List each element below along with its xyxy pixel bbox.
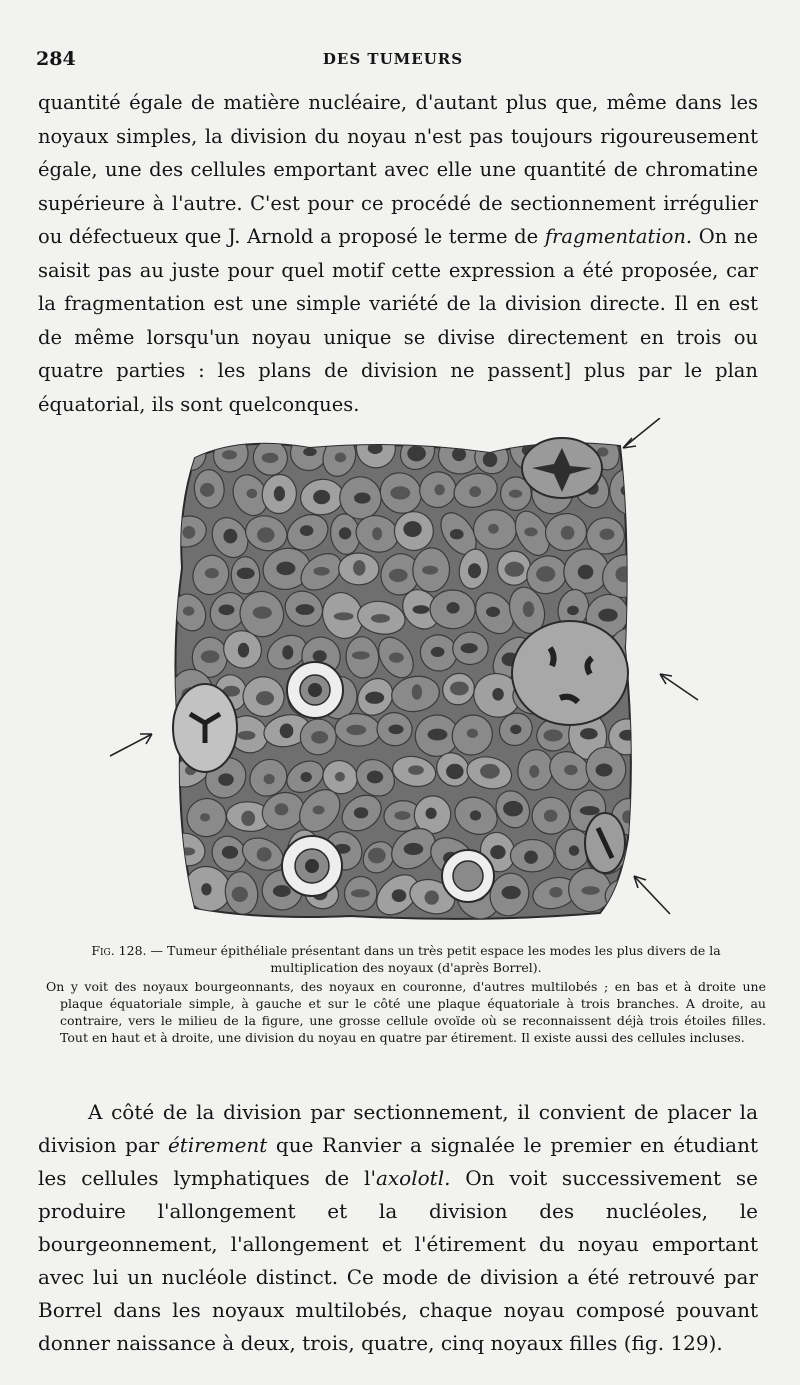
cell-nucleus — [282, 645, 293, 659]
cell-nucleus — [353, 560, 365, 576]
cell-nucleus — [425, 890, 439, 904]
cell-nucleus — [389, 653, 404, 663]
cell-nucleus — [200, 483, 215, 497]
paragraph-1-text-a: quantité égale de matière nucléaire, d'autant plus que, même dans les noyaux simples, la division du noyau n'est pas toujours rigoureusement égale, une des cellules emportant avec elle une quantité de chromatine supérieure à l'autre. C'est pour ce procédé de sectionnement irrégulier ou défectueux que J. Arnold a proposé le terme de — [38, 91, 758, 248]
cell-nucleus — [543, 730, 562, 742]
cell-nucleus — [486, 607, 500, 617]
cell-nucleus — [564, 765, 577, 775]
cell-nucleus — [368, 848, 386, 864]
cell-nucleus — [339, 527, 351, 539]
cell-nucleus — [246, 489, 257, 498]
figure-caption — [46, 942, 766, 1046]
cell-nucleus — [596, 763, 613, 776]
cell-nucleus — [275, 803, 289, 815]
arrow-left — [110, 734, 152, 756]
paragraph-2 — [38, 1096, 758, 1360]
cell-nucleus — [201, 883, 211, 895]
cell-nucleus — [567, 606, 579, 615]
caption-title-text: — Tumeur épithéliale présentant dans un très petit espace les modes les plus divers de la multiplication des noyaux (d'après Borrel). — [146, 943, 721, 975]
running-title: DES TUMEURS — [322, 50, 464, 68]
term-etirement: étirement — [167, 1133, 268, 1157]
cell-nucleus — [300, 772, 311, 782]
cell-nucleus — [201, 650, 220, 663]
cell-nucleus — [276, 562, 295, 576]
cell-nucleus — [218, 773, 233, 785]
included-cell-bottom-left — [282, 836, 342, 896]
cell-nucleus — [447, 602, 460, 613]
cell-nucleus — [488, 524, 499, 534]
figure-128-illustration — [100, 418, 720, 930]
cell-nucleus — [335, 772, 345, 782]
cell-nucleus — [335, 453, 346, 463]
cell-nucleus — [434, 484, 444, 495]
quadruple-division-cell — [522, 438, 602, 498]
term-fragmentation: fragmentation. — [544, 225, 693, 248]
arrow-top-right — [623, 418, 660, 448]
cell-nucleus — [390, 486, 410, 499]
cell-nucleus — [253, 606, 272, 618]
cell-nucleus — [354, 807, 368, 818]
cell-nucleus — [599, 529, 614, 540]
term-axolotl: axolotl. — [375, 1166, 451, 1190]
cell-nucleus — [183, 526, 196, 539]
cell-nucleus — [313, 490, 330, 504]
cell-nucleus — [237, 568, 255, 579]
cell-nucleus — [408, 765, 424, 774]
cell-nucleus — [334, 612, 354, 620]
cell-nucleus — [580, 728, 598, 739]
cell-nucleus — [561, 526, 575, 540]
cell-nucleus — [446, 764, 463, 779]
cell-nucleus — [544, 810, 558, 822]
cell-nucleus — [222, 450, 237, 459]
cell-nucleus — [490, 845, 505, 859]
cell-nucleus — [232, 887, 248, 902]
cell-nucleus — [480, 764, 500, 779]
cell-nucleus — [509, 490, 522, 498]
cell-nucleus — [183, 606, 194, 615]
cell-nucleus — [296, 604, 315, 615]
cell-nucleus — [303, 448, 317, 457]
cell-nucleus — [313, 650, 327, 662]
cell-nucleus — [313, 567, 329, 576]
cell-nucleus — [450, 681, 469, 695]
cell-nucleus — [580, 806, 600, 815]
cell-nucleus — [388, 724, 403, 734]
cell-nucleus — [598, 609, 617, 622]
cell-nucleus — [389, 569, 408, 582]
cell-nucleus — [505, 562, 525, 577]
cell-nucleus — [426, 808, 437, 819]
cell-nucleus — [180, 847, 195, 855]
page-header — [36, 48, 750, 74]
cell-nucleus — [223, 529, 237, 544]
cell-nucleus — [311, 731, 328, 744]
cell-nucleus — [431, 647, 445, 657]
cell-nucleus — [619, 730, 637, 741]
cell-nucleus — [470, 810, 481, 820]
cell-nucleus — [428, 729, 448, 741]
cell-nucleus — [313, 805, 325, 814]
cell-nucleus — [450, 529, 464, 539]
paragraph-2-text-a: A côté de la division par sectionnement, il convient de placer la division par — [38, 1100, 758, 1157]
paragraph-1-text-b: On ne saisit pas au juste pour quel motif cette expression a été proposée, car la fragmentation est une simple variété de la division directe. Il en est de même lorsqu'un noyau unique se divise directement en trois ou quatre parties : les plans de division ne passent] plus par le plan équatorial, ils sont quelconques. — [38, 225, 759, 416]
equatorial-plate-cell — [585, 813, 625, 873]
cell-nucleus — [621, 484, 638, 497]
cell-nucleus — [371, 614, 390, 623]
cell-nucleus — [461, 643, 478, 653]
included-cell-bottom-right — [442, 850, 494, 902]
tripolar-plate-cell — [173, 684, 237, 772]
cell-nucleus — [274, 486, 285, 501]
cell-nucleus — [578, 565, 594, 580]
cell-nucleus — [403, 521, 421, 537]
cell-nucleus — [503, 801, 523, 816]
cell-nucleus — [614, 889, 632, 899]
cell-nucleus — [280, 724, 294, 739]
histology-drawing — [100, 418, 720, 930]
cell-nucleus — [581, 886, 599, 895]
paragraph-1 — [38, 86, 758, 421]
cell-nucleus — [238, 731, 256, 740]
cell-nucleus — [502, 886, 521, 899]
cell-nucleus — [467, 729, 478, 738]
cell-nucleus — [622, 810, 633, 823]
cell-nucleus — [510, 725, 521, 734]
cell-nucleus — [394, 811, 410, 820]
caption-title — [46, 942, 766, 976]
cell-nucleus — [524, 851, 538, 864]
cell-nucleus — [222, 846, 238, 859]
cell-nucleus — [412, 684, 422, 699]
cell-nucleus — [569, 845, 579, 855]
cell-nucleus — [372, 527, 382, 540]
cell-nucleus — [422, 566, 438, 575]
cell-nucleus — [262, 453, 279, 463]
cell-nucleus — [351, 889, 370, 897]
cell-nucleus — [407, 446, 426, 462]
cell-nucleus — [392, 889, 407, 902]
cell-nucleus — [492, 688, 503, 701]
figure-label: Fig. 128. — [91, 943, 147, 958]
cell-nucleus — [300, 525, 314, 536]
cell-nucleus — [413, 605, 430, 614]
cell-nucleus — [615, 566, 633, 582]
cell-nucleus — [625, 641, 638, 655]
cell-nucleus — [273, 885, 291, 897]
included-cell-top — [287, 662, 343, 718]
cell-nucleus — [365, 692, 384, 704]
cell-nucleus — [469, 486, 481, 497]
arrow-bottom-right — [634, 876, 670, 914]
cell-nucleus — [483, 452, 498, 467]
cell-nucleus — [523, 601, 534, 617]
cell-nucleus — [256, 691, 274, 705]
cell-nucleus — [529, 765, 539, 778]
three-star-ovoid-cell — [512, 621, 628, 725]
cell-nucleus — [352, 651, 370, 659]
cell-nucleus — [354, 493, 371, 504]
cell-nucleus — [257, 527, 275, 542]
cell-nucleus — [205, 568, 219, 578]
paragraph-2-text-b: que Ranvier a signalée le premier en étudiant les cellules lymphatiques de l' — [38, 1133, 758, 1190]
cell-nucleus — [524, 527, 537, 536]
page-number: 284 — [36, 48, 76, 70]
cell-nucleus — [367, 771, 383, 784]
cell-nucleus — [238, 643, 249, 658]
cell-nucleus — [241, 811, 255, 826]
cell-nucleus — [257, 847, 272, 861]
cell-nucleus — [200, 813, 210, 821]
cell-nucleus — [468, 563, 481, 578]
cell-nucleus — [264, 774, 275, 784]
cell-nucleus — [536, 566, 555, 582]
cell-nucleus — [549, 887, 562, 898]
paragraph-2-text-c: On voit successivement se produire l'allongement et la division des nucléoles, le bourgeonnement, l'allongement et l'étirement du noyau emportant avec lui un nucléole distinct. Ce mode de division a été retrouvé par Borrel dans les noyaux multilobés, chaque noyau composé pouvant donner naissance à deux, trois, quatre, cinq noyaux filles (fig. 129). — [38, 1166, 758, 1355]
cell-nucleus — [404, 843, 424, 855]
arrow-right — [660, 674, 698, 700]
caption-description: On y voit des noyaux bourgeonnants, des noyaux en couronne, d'autres multilobés ; en bas et à droite une plaque équatoriale simple, à gauche et sur le côté une plaque équatoriale à trois branches. A droite, au contraire, vers le milieu de la figure, une grosse cellule ovoïde où se reconnaissent déjà trois étoiles filles. Tout en haut et à droite, une division du noyau en quatre par étirement. Il existe aussi des cellules incluses. — [46, 979, 766, 1045]
cell-nucleus — [346, 725, 366, 735]
cell-nucleus — [219, 604, 235, 615]
